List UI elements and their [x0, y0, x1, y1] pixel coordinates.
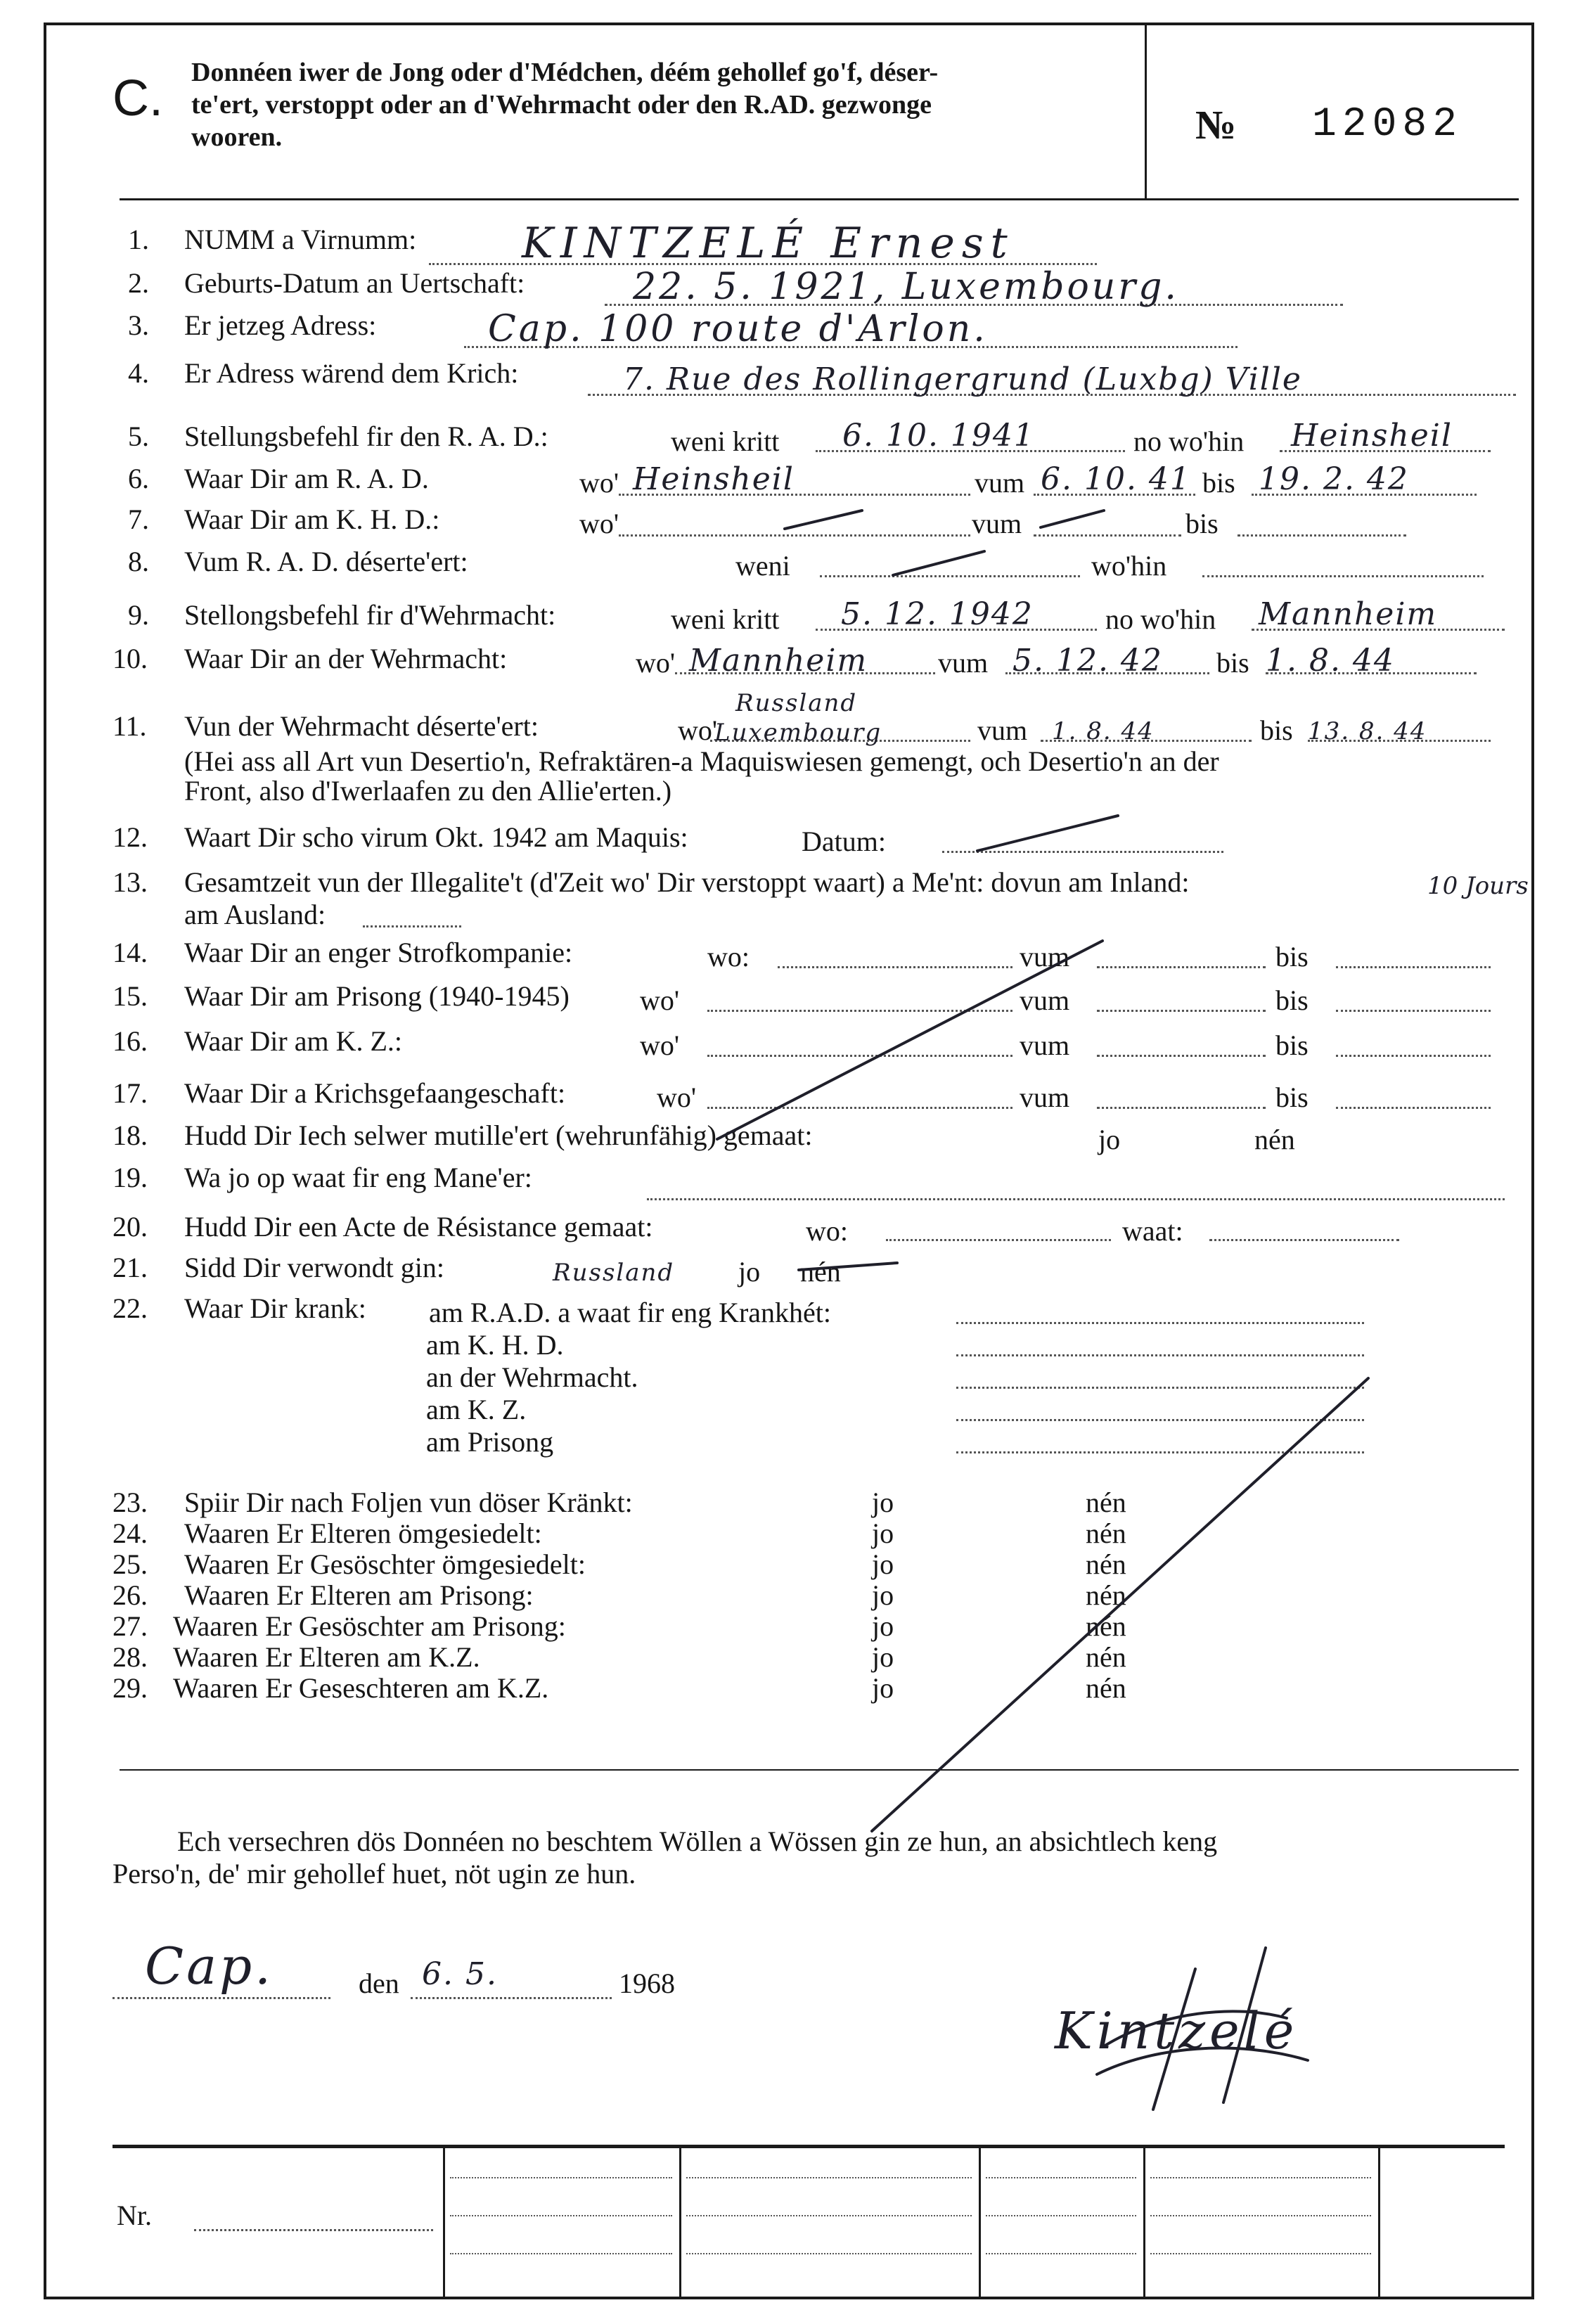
q11-wo: wo' [678, 714, 718, 746]
question-number: 20. [112, 1211, 148, 1243]
q17-bis: bis [1275, 1081, 1309, 1113]
q12-datum: Datum: [802, 826, 886, 857]
signature: Kintzelé [1055, 2001, 1299, 2060]
q21-nen-strike [799, 1263, 897, 1270]
question-label: Waar Dir an der Wehrmacht: [184, 643, 508, 674]
declaration-line-1: Ech versechren dös Donnéen no beschtem Wöllen a Wössen gin ze hun, an absichtlech keng [177, 1825, 1218, 1857]
hw-address-war: 7. Rue des Rollingergrund (Luxbg) Ville [623, 361, 1302, 397]
hw-des-place-1: Russland [735, 689, 858, 717]
question-label: Stellongsbefehl fir d'Wehrmacht: [184, 599, 556, 631]
question-label: Er Adress wärend dem Krich: [184, 357, 519, 389]
hw-name: KINTZELÉ Ernest [522, 219, 1015, 268]
q13-am-ausland: am Ausland: [184, 899, 326, 930]
question-number: 18. [112, 1119, 148, 1151]
question-label: Waar Dir am K. H. D.: [184, 503, 440, 535]
question-number: 27. [112, 1610, 148, 1642]
question-label: Waaren Er Elteren am K.Z. [173, 1641, 480, 1673]
answer-jo: jo [872, 1579, 894, 1611]
hw-rad-from: 6. 10. 41 [1041, 461, 1191, 497]
answer-jo: jo [872, 1610, 894, 1642]
question-label: Waaren Er Geseschteren am K.Z. [173, 1672, 549, 1704]
question-number: 2. [128, 267, 149, 299]
q17-vum: vum [1020, 1081, 1070, 1113]
question-label: Hudd Dir Iech selwer mutille'ert (wehrunfähig) gemaat: [184, 1119, 813, 1151]
q6-wo: wo' [579, 467, 619, 499]
q7-strike-1 [785, 511, 862, 529]
question-label: Waar Dir a Krichsgefaangeschaft: [184, 1077, 566, 1109]
question-number: 8. [128, 546, 149, 577]
question-number: 7. [128, 503, 149, 535]
question-label: NUMM a Virnumm: [184, 224, 417, 255]
question-number: 6. [128, 463, 149, 494]
question-label: Waaren Er Elteren ömgesiedelt: [184, 1517, 542, 1549]
question-number: 23. [112, 1487, 148, 1518]
hw-wound-place: Russland [553, 1259, 675, 1287]
answer-jo: jo [872, 1517, 894, 1549]
answer-nen: nén [1086, 1641, 1126, 1673]
hw-inland: 10 Jours [1427, 872, 1529, 900]
answer-nen: nén [1086, 1579, 1126, 1611]
q11-note-line-2: Front, also d'Iwerlaafen zu den Allie'erten.) [184, 775, 672, 807]
question-label: Gesamtzeit vun der Illegalite't (d'Zeit wo' Dir verstoppt waart) a Me'nt: dovun am Inland: [184, 866, 1190, 898]
hw-rad-from-place: Heinsheil [633, 461, 795, 497]
question-label: Waar Dir krank: [184, 1292, 366, 1324]
q22-krankhet: am R.A.D. a waat fir eng Krankhét: [429, 1297, 832, 1328]
question-number: 4. [128, 357, 149, 389]
q7-vum: vum [972, 508, 1022, 539]
hw-wm-date: 5. 12. 1942 [841, 596, 1034, 632]
question-number: 25. [112, 1548, 148, 1580]
question-label: Hudd Dir een Acte de Résistance gemaat: [184, 1211, 653, 1243]
q16-vum: vum [1020, 1029, 1070, 1061]
q6-bis: bis [1202, 467, 1235, 499]
q21-nen: nén [800, 1256, 841, 1288]
question-label: Waaren Er Gesöschter am Prisong: [173, 1610, 566, 1642]
q14-vum: vum [1020, 941, 1070, 972]
q17-wo: wo' [657, 1081, 697, 1113]
question-number: 29. [112, 1672, 148, 1704]
hw-address-now: Cap. 100 route d'Arlon. [488, 308, 988, 350]
answer-jo: jo [872, 1641, 894, 1673]
question-number: 21. [112, 1252, 148, 1283]
answer-jo: jo [872, 1487, 894, 1518]
answer-nen: nén [1086, 1487, 1126, 1518]
number-symbol: № [1195, 102, 1237, 148]
question-label: Waaren Er Elteren am Prisong: [184, 1579, 534, 1611]
hw-wm-to: 1. 8. 44 [1266, 643, 1395, 679]
header-title-line-2: te'ert, verstoppt oder an d'Wehrmacht oder den R.AD. gezwonge [191, 90, 932, 120]
q22-sub-kz: am K. Z. [426, 1394, 527, 1425]
hw-wm-from: 5. 12. 42 [1012, 643, 1163, 679]
q8-strike [893, 551, 984, 575]
answer-nen: nén [1086, 1672, 1126, 1704]
declaration-line-2: Perso'n, de' mir gehollef huet, nöt ugin ze hun. [112, 1858, 636, 1889]
answer-jo: jo [872, 1548, 894, 1580]
hw-rad-date: 6. 10. 1941 [842, 418, 1035, 454]
question-label: Wa jo op waat fir eng Mane'er: [184, 1162, 532, 1193]
q7-bis: bis [1185, 508, 1219, 539]
question-label: Spiir Dir nach Foljen vun döser Kränkt: [184, 1487, 633, 1518]
question-label: Waaren Er Gesöschter ömgesiedelt: [184, 1548, 586, 1580]
hw-des-from: 1. 8. 44 [1052, 717, 1155, 745]
q8-wohin: wo'hin [1091, 550, 1167, 582]
answer-nen: nén [1086, 1548, 1126, 1580]
question-number: 26. [112, 1579, 148, 1611]
question-number: 9. [128, 599, 149, 631]
hw-des-place-2: Luxembourg [714, 719, 882, 747]
question-label: Waar Dir am R. A. D. [184, 463, 429, 494]
question-label: Waar Dir an enger Strofkompanie: [184, 937, 573, 968]
question-number: 10. [112, 643, 148, 674]
hw-sign-date: 6. 5. [422, 1956, 498, 1992]
question-number: 14. [112, 937, 148, 968]
hw-sign-place: Cap. [145, 1937, 274, 1996]
question-number: 3. [128, 309, 149, 341]
q22-sub-wehrmacht: an der Wehrmacht. [426, 1361, 638, 1393]
q15-vum: vum [1020, 984, 1070, 1016]
sign-year: 1968 [619, 1967, 675, 1999]
question-label: Er jetzeg Adress: [184, 309, 377, 341]
section-letter: C. [112, 70, 163, 127]
hw-birth: 22. 5. 1921, Luxembourg. [633, 266, 1179, 308]
q7-strike-2 [1041, 511, 1104, 527]
question-number: 11. [112, 710, 147, 742]
question-label: Vun der Wehrmacht déserte'ert: [184, 710, 539, 742]
q20-waat: waat: [1122, 1215, 1183, 1247]
form-number: 12082 [1312, 102, 1463, 148]
answer-nen: nén [1086, 1517, 1126, 1549]
question-number: 19. [112, 1162, 148, 1193]
hw-des-to: 13. 8. 44 [1308, 717, 1427, 745]
q11-vum: vum [977, 714, 1028, 746]
q10-vum: vum [938, 647, 989, 679]
answer-jo: jo [872, 1672, 894, 1704]
hw-rad-to: 19. 2. 42 [1259, 461, 1409, 497]
q22-sub-khd: am K. H. D. [426, 1329, 564, 1361]
q22-sub-prisong: am Prisong [426, 1426, 554, 1458]
question-label: Vum R. A. D. déserte'ert: [184, 546, 468, 577]
q21-jo: jo [738, 1256, 761, 1288]
q14-q18-strike [717, 941, 1102, 1139]
q16-bis: bis [1275, 1029, 1309, 1061]
question-label: Sidd Dir verwondt gin: [184, 1252, 444, 1283]
question-number: 15. [112, 980, 148, 1012]
q10-bis: bis [1216, 647, 1249, 679]
q18-jo: jo [1098, 1124, 1121, 1155]
q10-wo: wo' [636, 647, 676, 679]
question-number: 13. [112, 866, 148, 898]
q11-bis: bis [1260, 714, 1293, 746]
question-number: 5. [128, 420, 149, 452]
hw-wm-place: Mannheim [1259, 596, 1438, 632]
question-number: 28. [112, 1641, 148, 1673]
q14-wo: wo: [707, 941, 750, 972]
question-label: Waart Dir scho virum Okt. 1942 am Maquis: [184, 821, 688, 853]
footer-nr: Nr. [117, 2200, 152, 2231]
q7-wo: wo' [579, 508, 619, 539]
hw-rad-place: Heinsheil [1291, 418, 1453, 454]
q6-vum: vum [975, 467, 1025, 499]
header-title-line-3: wooren. [191, 122, 283, 152]
question-number: 22. [112, 1292, 148, 1324]
question-number: 12. [112, 821, 148, 853]
q5-weni-kritt: weni kritt [671, 425, 780, 457]
question-label: Waar Dir am Prisong (1940-1945) [184, 980, 570, 1012]
question-number: 16. [112, 1025, 148, 1057]
question-number: 24. [112, 1517, 148, 1549]
sign-den: den [359, 1967, 399, 1999]
q5-no-wohin: no wo'hin [1133, 425, 1245, 457]
q9-no-wohin: no wo'hin [1105, 603, 1216, 635]
q22-q28-strike [872, 1378, 1368, 1831]
q12-strike [977, 816, 1118, 851]
q11-note-line-1: (Hei ass all Art vun Desertio'n, Refraktären-a Maquiswiesen gemengt, och Desertio'n an der [184, 745, 1219, 777]
q20-wo: wo: [806, 1215, 848, 1247]
question-number: 17. [112, 1077, 148, 1109]
q15-bis: bis [1275, 984, 1309, 1016]
header-title-line-1: Donnéen iwer de Jong oder d'Médchen, déém gehollef go'f, déser- [191, 58, 939, 87]
answer-nen: nén [1086, 1610, 1126, 1642]
question-label: Waar Dir am K. Z.: [184, 1025, 402, 1057]
q18-nen: nén [1254, 1124, 1295, 1155]
signature-strokes [1097, 1948, 1308, 2110]
hw-wm-where: Mannheim [689, 643, 868, 679]
question-label: Geburts-Datum an Uertschaft: [184, 267, 525, 299]
q16-wo: wo' [640, 1029, 680, 1061]
q14-bis: bis [1275, 941, 1309, 972]
question-number: 1. [128, 224, 149, 255]
q8-weni: weni [735, 550, 790, 582]
q9-weni-kritt: weni kritt [671, 603, 780, 635]
q15-wo: wo' [640, 984, 680, 1016]
question-label: Stellungsbefehl fir den R. A. D.: [184, 420, 548, 452]
